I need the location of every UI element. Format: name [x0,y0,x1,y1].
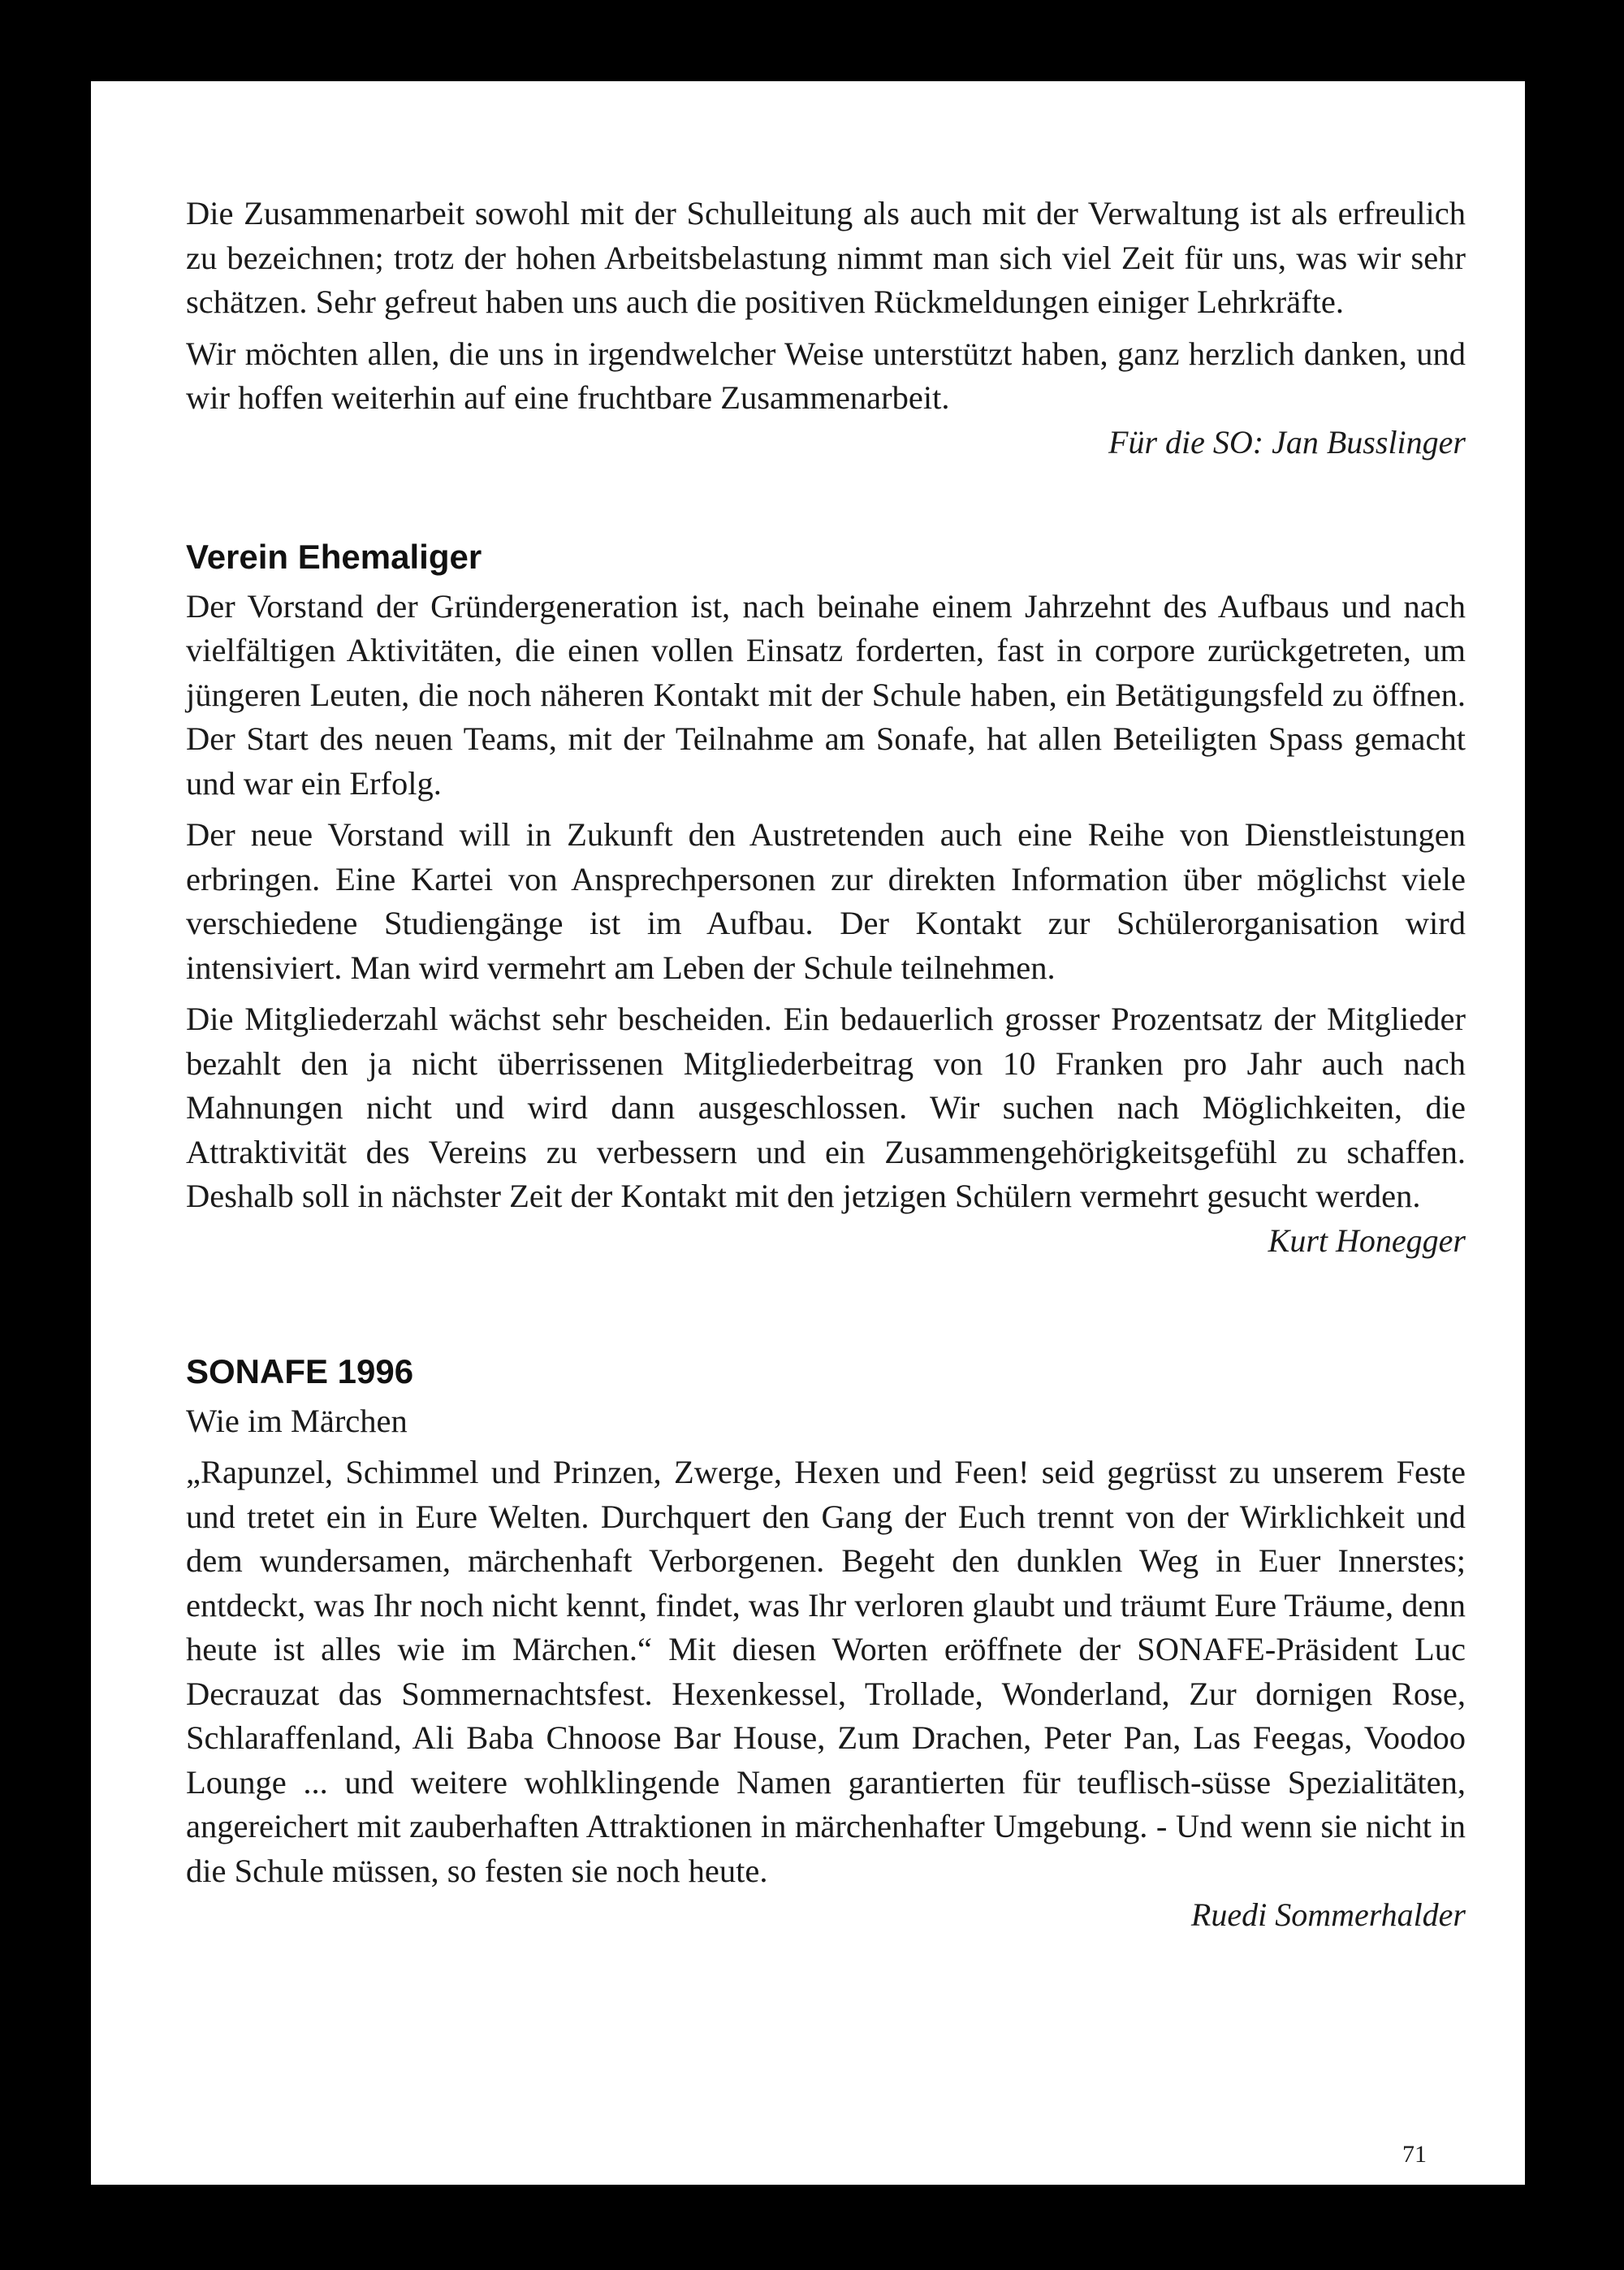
document-page [91,81,1525,2185]
sonafe-subtitle: Wie im Märchen [186,1402,408,1439]
intro-paragraph-2: Wir möchten allen, die uns in irgendwelcher Weise unterstützt haben, ganz herzlich danken, und wir hoffen weiterhin auf eine fruchtbare Zusammenarbeit. [186,335,1466,416]
verein-paragraph-2: Der neue Vorstand will in Zukunft den Austretenden auch eine Reihe von Dienstleistungen erbringen. Eine Kartei von Ansprechpersonen zur direkten Information über möglichst viele verschiedene Studiengänge ist im Aufbau. Der Kontakt zur Schülerorganisation wird intensiviert. Man wird vermehrt am Leben der Schule teilnehmen. [186,816,1466,986]
page-number: 71 [1402,2141,1427,2168]
sonafe-paragraph: „Rapunzel, Schimmel und Prinzen, Zwerge, Hexen und Feen! seid gegrüsst zu unserem Feste und tretet ein in Eure Welten. Durchquert den Gang der Euch trennt von der Wirklichkeit und dem wundersamen, märchenhaft Verborgenen. Begeht den dunklen Weg in Euer Innerstes; entdeckt, was Ihr noch nicht kennt, findet, was Ihr verloren glaubt und träumt Eure Träume, denn heute ist alles wie im Märchen.“ Mit diesen Worten eröffnete der SONAFE-Präsident Luc Decrauzat das Sommernachtsfest. Hexenkessel, Trollade, Wonderland, Zur dornigen Rose, Schlaraffenland, Ali Baba Chnoose Bar House, Zum Drachen, Peter Pan, Las Feegas, Voodoo Lounge ... und weitere wohlklingende Namen garantierten für teuflisch-süsse Spezialitäten, angereichert mit zauberhaften Attraktionen in märchenhafter Umgebung. - Und wenn sie nicht in die Schule müssen, so festen sie noch heute. [186,1454,1466,1889]
intro-signature: Für die SO: Jan Busslinger [1108,423,1466,460]
verein-signature: Kurt Honegger [1268,1221,1466,1259]
sonafe-signature: Ruedi Sommerhalder [1190,1896,1466,1933]
sonafe-section [186,1351,1466,1936]
verein-paragraph-3: Die Mitgliederzahl wächst sehr bescheiden. Ein bedauerlich grosser Prozentsatz der Mitglieder bezahlt den ja nicht überrissenen Mitgliederbeitrag von 10 Franken pro Jahr auch nach Mahnungen nicht und wird dann ausgeschlossen. Wir suchen nach Möglichkeiten, die Attraktivität des Vereins zu verbessern und ein Zusammengehörigkeitsgefühl zu schaffen. Deshalb soll in nächster Zeit der Kontakt mit den jetzigen Schülern vermehrt gesucht werden. [186,1001,1466,1214]
verein-section [186,536,1466,1261]
verein-heading: Verein Ehemaliger [186,537,482,576]
sonafe-heading: SONAFE 1996 [186,1351,414,1390]
intro-paragraph-1: Die Zusammenarbeit sowohl mit der Schulleitung als auch mit der Verwaltung ist als erfreulich zu bezeichnen; trotz der hohen Arbeitsbelastung nimmt man sich viel Zeit für uns, was wir sehr schätzen. Sehr gefreut haben uns auch die positiven Rückmeldungen einiger Lehrkräfte. [186,195,1466,320]
verein-paragraph-1: Der Vorstand der Gründergeneration ist, nach beinahe einem Jahrzehnt des Aufbaus und nach vielfältigen Aktivitäten, die einen vollen Einsatz forderten, fast in corpore zurückgetreten, um jüngeren Leuten, die noch näheren Kontakt mit der Schule haben, ein Betätigungsfeld zu öffnen. Der Start des neuen Teams, mit der Teilnahme am Sonafe, hat allen Beteiligten Spass gemacht und war ein Erfolg. [186,587,1466,802]
intro-section [186,192,1466,463]
page-content [186,192,1466,1935]
